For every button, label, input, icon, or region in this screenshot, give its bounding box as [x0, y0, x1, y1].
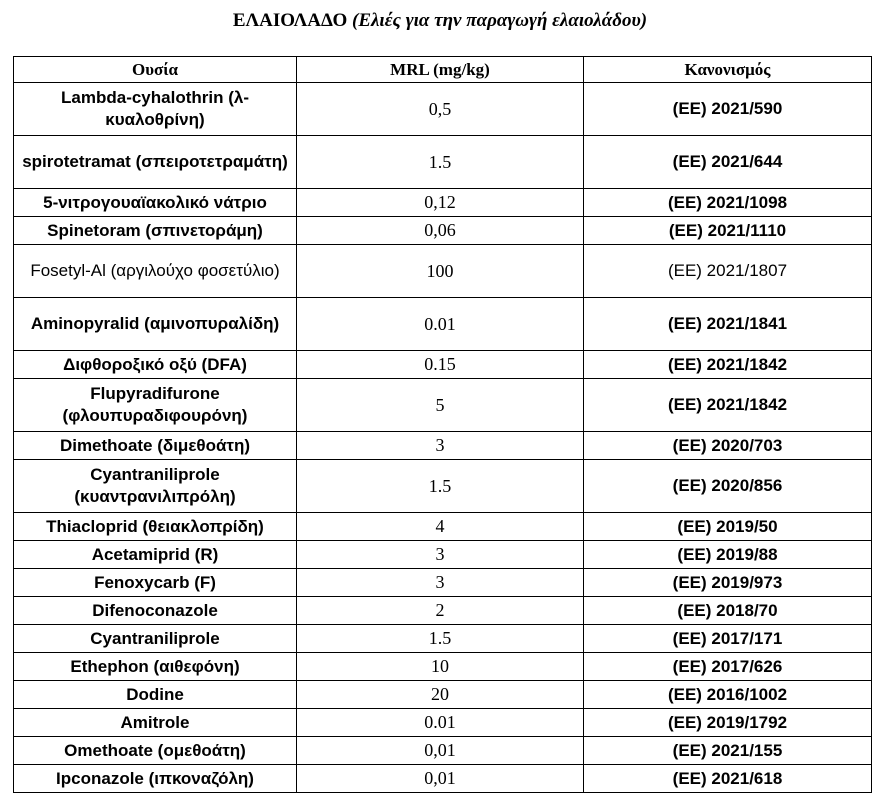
- cell-mrl: 0,12: [297, 189, 584, 217]
- cell-mrl: 0.01: [297, 298, 584, 351]
- cell-substance: Flupyradifurone (φλουπυραδιφουρόνη): [14, 379, 297, 432]
- table-header-row: [14, 57, 872, 83]
- cell-mrl: 1.5: [297, 460, 584, 513]
- cell-regulation: (ΕΕ) 2021/618: [584, 765, 872, 793]
- cell-substance: Ipconazole (ιπκοναζόλη): [14, 765, 297, 793]
- table-row: [14, 541, 872, 569]
- table-row: [14, 351, 872, 379]
- title-subtitle: (Ελιές για την παραγωγή ελαιολάδου): [352, 10, 648, 31]
- table-row: [14, 83, 872, 136]
- cell-regulation: (ΕΕ) 2021/1110: [584, 217, 872, 245]
- cell-substance: Amitrole: [14, 709, 297, 737]
- cell-mrl: 2: [297, 597, 584, 625]
- table-row: [14, 298, 872, 351]
- cell-mrl: 0.15: [297, 351, 584, 379]
- cell-mrl: 3: [297, 569, 584, 597]
- cell-regulation: (ΕΕ) 2021/1842: [584, 351, 872, 379]
- cell-regulation: (ΕΕ) 2020/856: [584, 460, 872, 513]
- header-substance: Ουσία: [14, 57, 297, 83]
- table-row: [14, 513, 872, 541]
- cell-regulation: (ΕΕ) 2018/70: [584, 597, 872, 625]
- table-row: [14, 625, 872, 653]
- cell-mrl: 1.5: [297, 136, 584, 189]
- cell-mrl: 100: [297, 245, 584, 298]
- cell-mrl: 10: [297, 653, 584, 681]
- cell-mrl: 0,01: [297, 765, 584, 793]
- table-row: [14, 136, 872, 189]
- cell-regulation: (ΕΕ) 2019/88: [584, 541, 872, 569]
- cell-substance: Διφθοροξικό οξύ (DFA): [14, 351, 297, 379]
- cell-mrl: 5: [297, 379, 584, 432]
- table-row: [14, 189, 872, 217]
- title-main: ΕΛΑΙΟΛΑΔΟ: [232, 10, 348, 31]
- cell-substance: spirotetramat (σπειροτετραμάτη): [14, 136, 297, 189]
- cell-substance: Cyantraniliprole: [14, 625, 297, 653]
- cell-mrl: 4: [297, 513, 584, 541]
- cell-regulation: (ΕΕ) 2017/171: [584, 625, 872, 653]
- cell-regulation: (ΕΕ) 2021/1841: [584, 298, 872, 351]
- cell-regulation: (ΕΕ) 2019/973: [584, 569, 872, 597]
- cell-substance: 5-νιτρογουαϊακολικό νάτριο: [14, 189, 297, 217]
- cell-regulation: (ΕΕ) 2021/590: [584, 83, 872, 136]
- cell-mrl: 0,5: [297, 83, 584, 136]
- cell-substance: Fenoxycarb (F): [14, 569, 297, 597]
- cell-substance: Lambda-cyhalothrin (λ-κυαλοθρίνη): [14, 83, 297, 136]
- cell-substance: Thiacloprid (θειακλοπρίδη): [14, 513, 297, 541]
- table-row: [14, 217, 872, 245]
- cell-regulation: (ΕΕ) 2021/1842: [584, 379, 872, 432]
- cell-mrl: 3: [297, 432, 584, 460]
- cell-regulation: (ΕΕ) 2021/155: [584, 737, 872, 765]
- cell-substance: Aminopyralid (αμινοπυραλίδη): [14, 298, 297, 351]
- header-mrl: MRL (mg/kg): [297, 57, 584, 83]
- table-row: [14, 569, 872, 597]
- cell-regulation: (ΕΕ) 2020/703: [584, 432, 872, 460]
- cell-substance: Fosetyl-Al (αργιλούχο φοσετύλιο): [14, 245, 297, 298]
- table-row: [14, 681, 872, 709]
- cell-mrl: 0.01: [297, 709, 584, 737]
- cell-substance: Spinetoram (σπινετοράμη): [14, 217, 297, 245]
- cell-mrl: 1.5: [297, 625, 584, 653]
- cell-substance: Acetamiprid (R): [14, 541, 297, 569]
- table-row: [14, 597, 872, 625]
- table-row: [14, 709, 872, 737]
- table-row: [14, 765, 872, 793]
- table-row: [14, 653, 872, 681]
- document-title: [0, 10, 880, 32]
- cell-regulation: (ΕΕ) 2017/626: [584, 653, 872, 681]
- table-row: [14, 737, 872, 765]
- cell-mrl: 20: [297, 681, 584, 709]
- table-row: [14, 379, 872, 432]
- cell-regulation: (ΕΕ) 2019/50: [584, 513, 872, 541]
- cell-mrl: 0,06: [297, 217, 584, 245]
- header-regulation: Κανονισμός: [584, 57, 872, 83]
- cell-substance: Ethephon (αιθεφόνη): [14, 653, 297, 681]
- table-row: [14, 432, 872, 460]
- cell-mrl: 3: [297, 541, 584, 569]
- cell-substance: Dimethoate (διμεθοάτη): [14, 432, 297, 460]
- table-row: [14, 460, 872, 513]
- cell-regulation: (ΕΕ) 2021/1807: [584, 245, 872, 298]
- cell-substance: Difenoconazole: [14, 597, 297, 625]
- cell-regulation: (ΕΕ) 2021/1098: [584, 189, 872, 217]
- cell-regulation: (ΕΕ) 2019/1792: [584, 709, 872, 737]
- table-row: [14, 245, 872, 298]
- cell-substance: Cyantraniliprole (κυαντρανιλιπρόλη): [14, 460, 297, 513]
- cell-regulation: (ΕΕ) 2016/1002: [584, 681, 872, 709]
- cell-substance: Omethoate (ομεθοάτη): [14, 737, 297, 765]
- cell-substance: Dodine: [14, 681, 297, 709]
- cell-mrl: 0,01: [297, 737, 584, 765]
- mrl-table: [13, 56, 872, 793]
- cell-regulation: (ΕΕ) 2021/644: [584, 136, 872, 189]
